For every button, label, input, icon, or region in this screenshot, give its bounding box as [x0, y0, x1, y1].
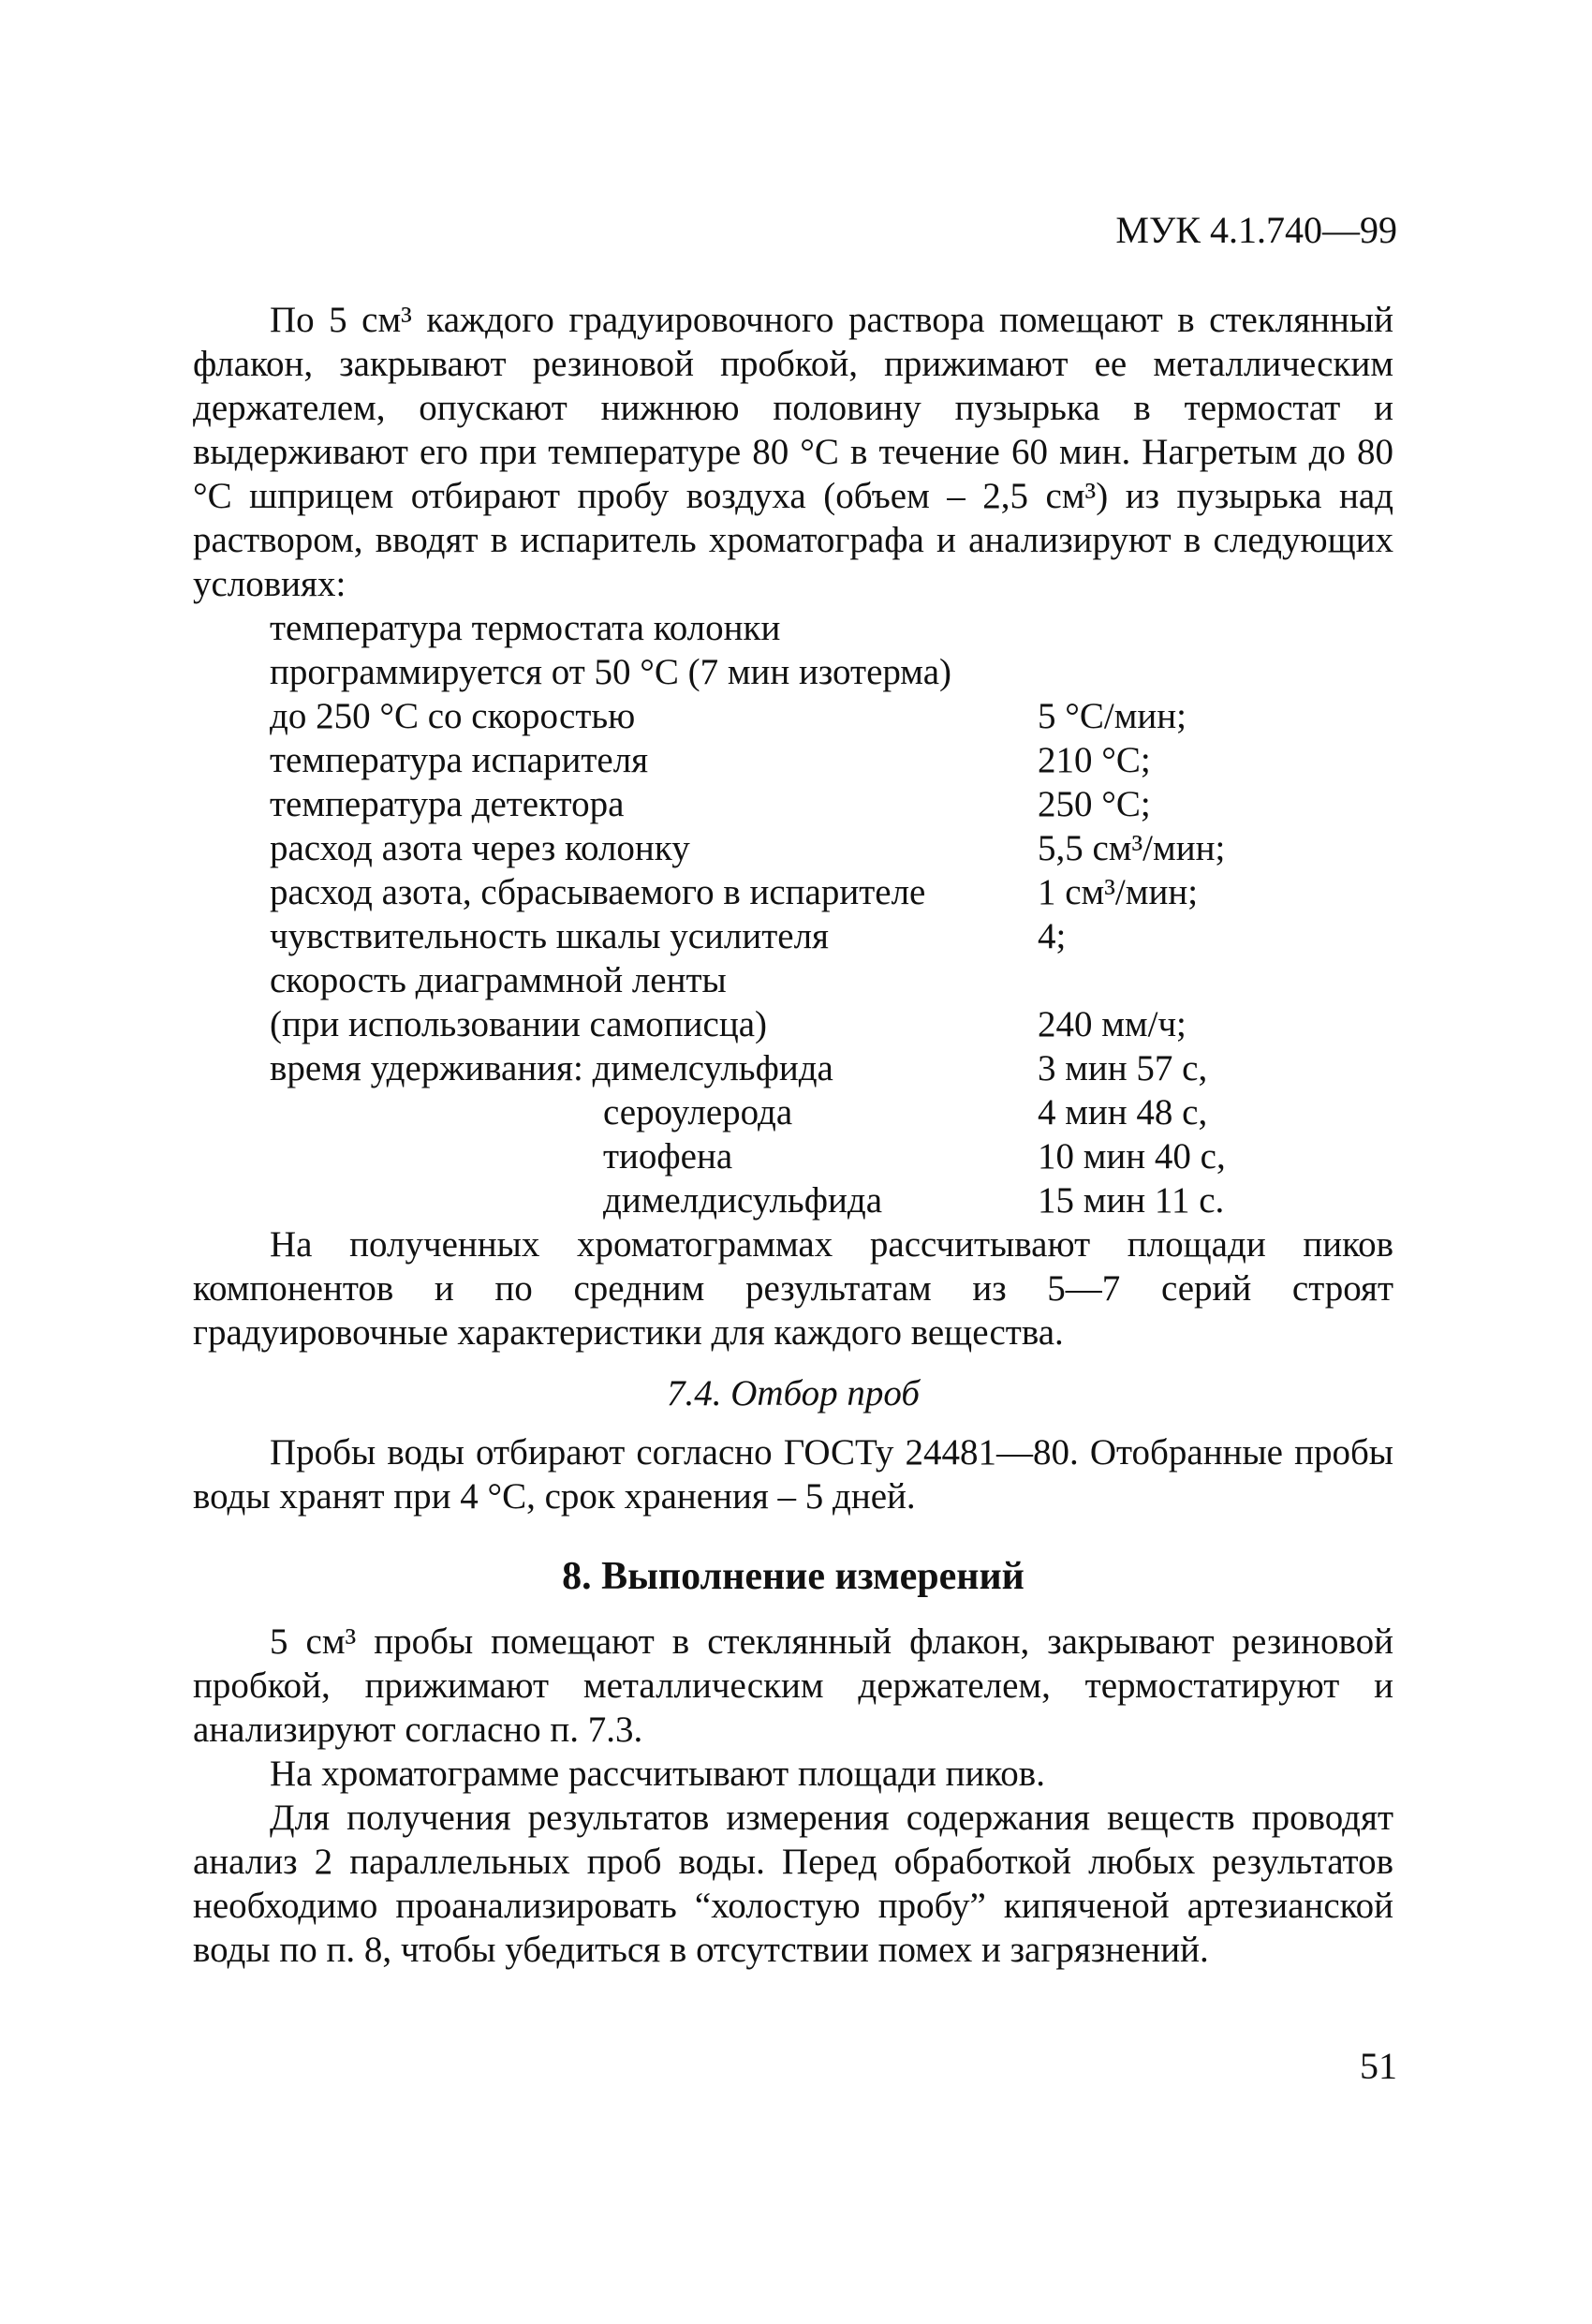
condition-row [270, 914, 1393, 958]
condition-label: температура термостата колонки [270, 608, 781, 648]
retention-time-row [270, 1134, 1393, 1178]
chromatography-conditions-list [193, 606, 1393, 1222]
measurement-paragraph: Для получения результатов измерения содержания веществ проводят анализ 2 параллельных проб воды. Перед обработкой любых результатов необходимо проанализировать “холостую пробу” кипяченой артезианской воды по п. 8, чтобы убедиться в отсутствии помех и загрязнений. [193, 1798, 1393, 1970]
condition-label: расход азота через колонку [270, 828, 690, 868]
condition-value: 5,5 см³/мин; [1038, 828, 1226, 868]
condition-row [270, 870, 1393, 914]
condition-row [270, 958, 1393, 1002]
retention-label: сероулерода [603, 1092, 793, 1132]
section-title: 8. Выполнение измерений [562, 1555, 1024, 1598]
measurement-paragraph: На хроматограмме рассчитывают площади пиков. [270, 1754, 1045, 1794]
retention-time-row [270, 1090, 1393, 1134]
condition-row [270, 738, 1393, 782]
retention-label: димелдисульфида [603, 1180, 883, 1221]
retention-label: время удерживания: димелсульфида [270, 1048, 833, 1088]
chromatogram-paragraph: На полученных хроматограммах рассчитывают площади пиков компонентов и по средним результатам из 5—7 серий строят градуировочные характеристики для каждого вещества. [193, 1224, 1393, 1353]
condition-label: скорость диаграммной ленты [270, 960, 727, 1000]
running-head-doc-code: МУК 4.1.740—99 [1115, 209, 1397, 251]
retention-value: 15 мин 11 с. [1038, 1180, 1225, 1221]
subsection-title: 7.4. Отбор проб [666, 1373, 921, 1414]
condition-row [270, 694, 1393, 738]
retention-label: тиофена [603, 1136, 733, 1177]
condition-label: расход азота, сбрасываемого в испарителе [270, 872, 926, 912]
condition-label: до 250 °С со скоростью [270, 696, 636, 736]
condition-label: температура испарителя [270, 740, 649, 780]
condition-value [1038, 958, 1393, 1002]
condition-row [270, 606, 1393, 650]
sampling-paragraph: Пробы воды отбирают согласно ГОСТу 24481—80. Отобранные пробы воды хранят при 4 °С, срок хранения – 5 дней. [193, 1432, 1393, 1517]
condition-label: температура детектора [270, 784, 625, 824]
condition-label: чувствительность шкалы усилителя [270, 916, 829, 956]
page-number: 51 [1360, 2045, 1397, 2087]
condition-value: 250 °С; [1038, 784, 1151, 824]
condition-value: 210 °С; [1038, 740, 1151, 780]
condition-value: 5 °С/мин; [1038, 696, 1187, 736]
condition-value [1087, 606, 1393, 650]
condition-value [1172, 650, 1393, 694]
measurement-paragraph: 5 см³ пробы помещают в стеклянный флакон, закрывают резиновой пробкой, прижимают металлическим держателем, термостатируют и анализируют согласно п. 7.3. [193, 1621, 1393, 1750]
condition-row [270, 1002, 1393, 1046]
condition-label: (при использовании самописца) [270, 1004, 768, 1044]
condition-row [270, 782, 1393, 826]
condition-label: программируется от 50 °С (7 мин изотерма) [270, 652, 952, 692]
retention-value: 3 мин 57 с, [1038, 1048, 1208, 1088]
retention-time-row [270, 1046, 1393, 1090]
condition-row [270, 826, 1393, 870]
condition-value: 4; [1038, 916, 1067, 956]
retention-value: 10 мин 40 с, [1038, 1136, 1226, 1177]
condition-row [270, 650, 1393, 694]
condition-value: 240 мм/ч; [1038, 1004, 1187, 1044]
condition-value: 1 см³/мин; [1038, 872, 1199, 912]
retention-value: 4 мин 48 с, [1038, 1092, 1208, 1132]
retention-time-row [270, 1178, 1393, 1222]
document-body [193, 298, 1393, 1972]
intro-paragraph: По 5 см³ каждого градуировочного раствора помещают в стеклянный флакон, закрывают резиновой пробкой, прижимают ее металлическим держателем, опускают нижнюю половину пузырька в термостат и выдерживают его при температуре 80 °С в течение 60 мин. Нагретым до 80 °С шприцем отбирают пробу воздуха (объем – 2,5 см³) из пузырька над раствором, вводят в испаритель хроматографа и анализируют в следующих условиях: [193, 300, 1393, 604]
